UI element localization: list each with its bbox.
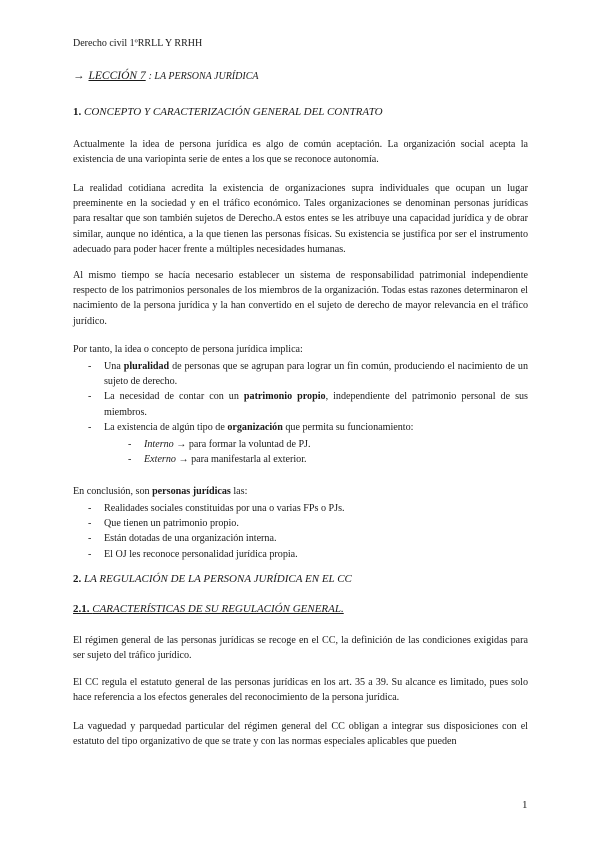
page-number: 1 <box>522 799 528 811</box>
definition-list <box>73 501 528 562</box>
sub-list-item: - Interno → para formar la voluntad de PJ. <box>104 437 528 452</box>
list-item: - Una pluralidad de personas que se agrupan para lograr un fin común, produciendo el nacimiento de un sujeto de derecho. <box>73 359 528 389</box>
paragraph <box>73 342 528 357</box>
list-item: - Están dotadas de una organización interna. <box>73 531 528 546</box>
arrow-icon: → <box>173 439 189 451</box>
subsection-2-1-heading <box>73 603 344 615</box>
paragraph <box>73 181 528 257</box>
bold-term: personas jurídicas <box>152 486 231 497</box>
paragraph-text: El CC regula el estatuto general de las personas jurídicas en los art. 35 a 39. Su alcance es limitado, pues solo hace referencia a los efectos generales del reconocimiento de la persona jurídica. <box>73 677 528 704</box>
section-2-heading <box>73 573 352 585</box>
lesson-title: : LA PERSONA JURÍDICA <box>148 71 259 82</box>
running-header: Derecho civil 1ºRRLL Y RRHH <box>73 38 203 49</box>
arrow-icon: → <box>73 70 85 82</box>
paragraph-text: Por tanto, la idea o concepto de persona jurídica implica: <box>73 344 303 355</box>
list-item: - El OJ les reconoce personalidad jurídica propia. <box>73 547 528 562</box>
subsection-number: 2.1. <box>73 603 90 615</box>
paragraph <box>73 719 528 749</box>
section-2-title: LA REGULACIÓN DE LA PERSONA JURÍDICA EN EL CC <box>84 573 352 585</box>
paragraph-text: El régimen general de las personas jurídicas se recoge en el CC, la definición de las condiciones exigidas para ser sujeto del tráfico jurídico. <box>73 635 528 662</box>
list-item: - Realidades sociales constituidas por una o varias FPs o PJs. <box>73 501 528 516</box>
sub-list-item: - Externo → para manifestarla al exterior. <box>104 452 528 467</box>
paragraph-text: Al mismo tiempo se hacía necesario establecer un sistema de responsabilidad patrimonial independiente respecto de los patrimonios personales de los miembros de la organización. Todas estas razones determinaron el nacimiento de la persona jurídica y la han convertido en el sujeto de derecho de mayor relevancia en el tráfico jurídico. <box>73 270 528 327</box>
paragraph <box>73 484 528 499</box>
paragraph <box>73 137 528 167</box>
section-1-number: 1. <box>73 106 82 118</box>
paragraph-text: Actualmente la idea de persona jurídica es algo de común aceptación. La organización social acepta la existencia de una variopinta serie de entes a los que se reconoce autonomía. <box>73 139 528 166</box>
paragraph-text: La realidad cotidiana acredita la existencia de organizaciones supra individuales que ocupan un lugar preeminente en la sociedad y en el tráfico económico. Tales organizaciones se denominan personas jurídicas para resaltar que son también sujetos de Derecho.A estos entes se les atribuye una capacidad jurídica y de obrar similar, aunque no idéntica, a la que tienen las personas físicas. Su existencia se justifica por ser el instrumento adecuado para poder hacer frente a múltiples necesidades humanas. <box>73 183 528 255</box>
arrow-icon: → <box>175 454 192 466</box>
list-item: - La existencia de algún tipo de organización que permita su funcionamiento: - Interno → para formar la voluntad de PJ. - Externo → para manifestarla al exterior. <box>73 420 528 468</box>
paragraph-text: La vaguedad y parquedad particular del régimen general del CC obligan a integrar sus disposiciones con el estatuto del tipo organizativo de que se trate y con las normas especiales aplicables que pueden <box>73 721 528 748</box>
section-2-number: 2. <box>73 573 82 585</box>
paragraph-text: En conclusión, son personas jurídicas las: <box>73 486 248 497</box>
concept-list <box>73 359 528 467</box>
lesson-heading <box>73 70 258 82</box>
bold-term: patrimonio propio <box>243 391 326 403</box>
paragraph <box>73 268 528 329</box>
bold-term: pluralidad <box>123 361 170 372</box>
list-item: - La necesidad de contar con un patrimonio propio, independiente del patrimonio personal de sus miembros. <box>73 389 528 419</box>
bold-term: organización <box>227 421 283 433</box>
lesson-label: LECCIÓN 7 <box>88 70 146 82</box>
section-1-heading <box>73 106 383 118</box>
list-item: - Que tienen un patrimonio propio. <box>73 516 528 531</box>
subsection-title: CARACTERÍSTICAS DE SU REGULACIÓN GENERAL. <box>92 603 344 615</box>
paragraph <box>73 633 528 663</box>
paragraph <box>73 675 528 705</box>
section-1-title: CONCEPTO Y CARACTERIZACIÓN GENERAL DEL CONTRATO <box>84 106 383 118</box>
